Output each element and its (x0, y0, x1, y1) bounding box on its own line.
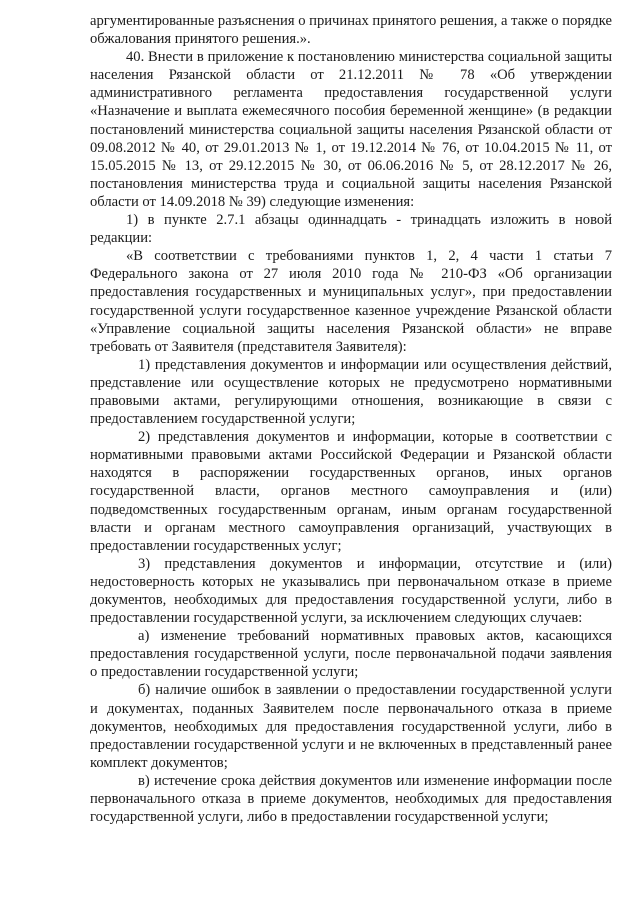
paragraph-item-40: 40. Внести в приложение к постановлению министерства социальной защиты населения Рязанской области от 21.12.2011 № 78 «Об утверждении административного регламента предоставления государственной услуги «Назначение и выплата ежемесячного пособия беременной женщине» (в редакции постановлений министерства социальной защиты населения Рязанской области от 09.08.2012 № 40, от 29.01.2013 № 1, от 19.12.2014 № 76, от 10.04.2015 № 11, от 15.05.2015 № 13, от 29.12.2015 № 30, от 06.06.2016 № 5, от 28.12.2017 № 26, постановления министерства труда и социальной защиты населения Рязанской области от 14.09.2018 № 39) следующие изменения: (90, 49, 612, 210)
paragraph-subpoint-a: а) изменение требований нормативных правовых актов, касающихся предоставления государственной услуги, после первоначальной подачи заявления о предоставлении государственной услуги; (90, 628, 612, 681)
paragraph-subitem-1: 1) в пункте 2.7.1 абзацы одиннадцать - тринадцать изложить в новой редакции: (90, 212, 612, 247)
paragraph-point-3: 3) представления документов и информации, отсутствие и (или) недостоверность которых не указывались при первоначальном отказе в приеме документов, необходимых для предоставления государственной услуги, либо в предоставлении государственной услуги, за исключением следующих случаев: (90, 555, 612, 627)
document-body (90, 12, 612, 826)
paragraph-quoted-intro: «В соответствии с требованиями пунктов 1, 2, 4 части 1 статьи 7 Федерального закона от 27 июля 2010 года № 210-ФЗ «Об организации предоставления государственных и муниципальных услуг», при предоставлении государственной услуги государственное казенное учреждение Рязанской области «Управление социальной защиты населения Рязанской области» не вправе требовать от Заявителя (представителя Заявителя): (90, 248, 612, 355)
paragraph-subpoint-b: б) наличие ошибок в заявлении о предоставлении государственной услуги и документах, поданных Заявителем после первоначального отказа в приеме документов, необходимых для предоставления государственной услуги, либо в предоставлении государственной услуги и не включенных в представленный ранее комплект документов; (90, 682, 612, 771)
paragraph-point-1: 1) представления документов и информации или осуществления действий, представление или осуществление которых не предусмотрено нормативными правовыми актами, регулирующими отношения, возникающие в связи с предоставлением государственной услуги; (90, 356, 612, 428)
paragraph-continuation: аргументированные разъяснения о причинах принятого решения, а также о порядке обжалования принятого решения.». (90, 13, 612, 48)
paragraph-point-2: 2) представления документов и информации, которые в соответствии с нормативными правовыми актами Российской Федерации и Рязанской области находятся в распоряжении государственных органов, иных органов государственной власти, органов местного самоуправления и (или) подведомственных государственным органам, иным органам государственной власти и органам местного самоуправления организаций, участвующих в предоставлении государственных услуг; (90, 429, 612, 554)
paragraph-subpoint-v: в) истечение срока действия документов или изменение информации после первоначального отказа в приеме документов, необходимых для предоставления государственной услуги, либо в предоставлении государственной услуги; (90, 772, 612, 826)
